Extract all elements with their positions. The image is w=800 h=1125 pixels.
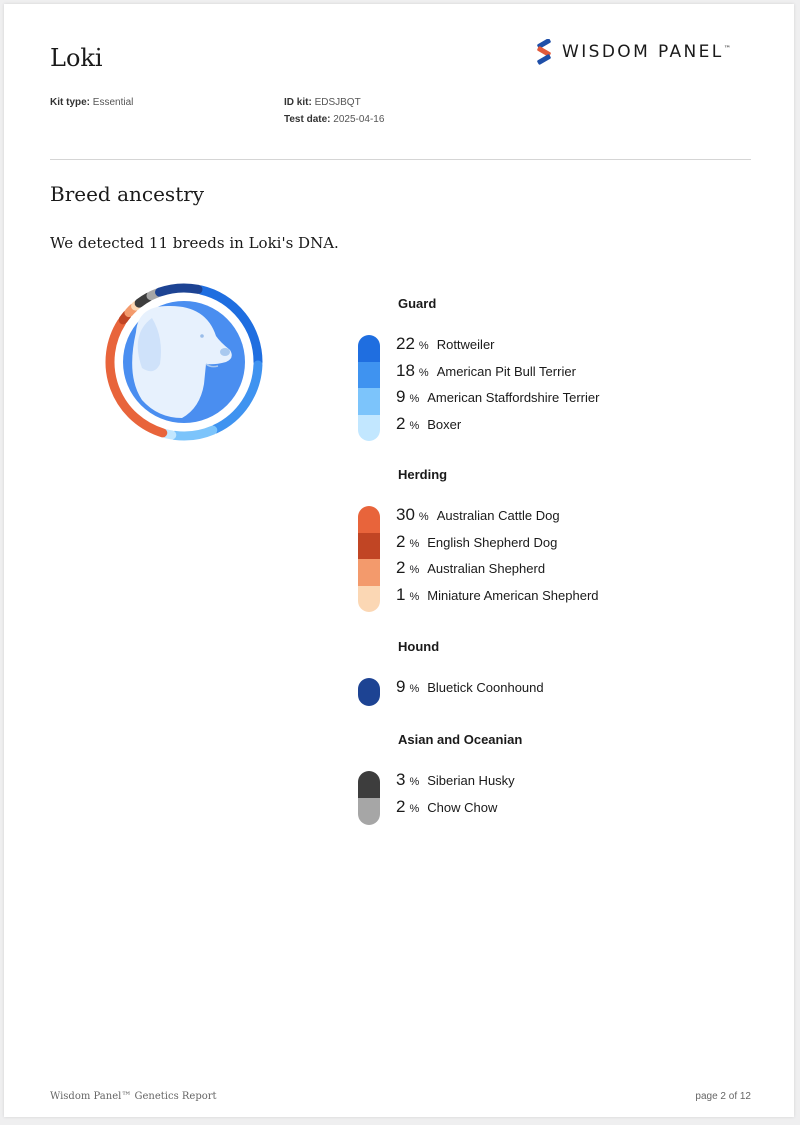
breed-row (396, 505, 560, 531)
breed-name: Australian Shepherd (427, 561, 546, 576)
group-color-bar (358, 335, 380, 441)
percent-sign: % (409, 393, 420, 405)
percent-sign: % (418, 511, 429, 523)
report-page (4, 4, 794, 1117)
breed-name: Australian Cattle Dog (436, 508, 560, 523)
divider (50, 159, 751, 160)
breed-row (396, 797, 497, 823)
breed-row (396, 414, 461, 440)
breed-percent: 2 (396, 531, 406, 551)
percent-sign: % (409, 419, 420, 432)
group-color-bar (358, 678, 380, 706)
breed-percent: 1 (396, 584, 406, 604)
breed-name: Siberian Husky (427, 773, 515, 788)
breed-name: Rottweiler (436, 337, 495, 352)
group-title: Herding (398, 467, 448, 482)
color-swatch (358, 771, 380, 798)
breed-percent: 3 (396, 770, 406, 789)
group-title: Guard (398, 296, 437, 311)
breed-row (396, 361, 576, 387)
breed-percent: 2 (396, 558, 406, 577)
percent-sign: % (418, 366, 429, 379)
group-title: Hound (398, 639, 440, 654)
breed-name: Bluetick Coonhound (427, 680, 544, 695)
breed-name: American Pit Bull Terrier (436, 363, 576, 379)
breed-name: Miniature American Shepherd (427, 587, 599, 603)
breed-row (396, 677, 544, 703)
color-swatch (358, 678, 380, 706)
breed-percent: 2 (396, 796, 406, 816)
intro-text: We detected 11 breeds in Loki's DNA. (50, 234, 339, 252)
color-swatch (358, 586, 380, 613)
donut-segment (160, 288, 198, 292)
color-swatch (358, 506, 380, 533)
color-swatch (358, 798, 380, 825)
donut-segment (139, 297, 148, 303)
dog-name: Loki (50, 44, 103, 72)
breed-row (396, 387, 599, 413)
percent-sign: % (409, 802, 420, 815)
breed-percent: 9 (396, 677, 406, 696)
color-swatch (358, 388, 380, 415)
percent-sign: % (409, 683, 420, 695)
color-swatch (358, 559, 380, 586)
donut-segment (175, 430, 213, 436)
wisdom-panel-logo-icon (534, 39, 554, 65)
test-date: Test date: 2025-04-16 (284, 114, 385, 125)
breed-row (396, 532, 557, 558)
breed-percent: 9 (396, 387, 406, 406)
breed-percent: 22 (396, 334, 415, 353)
group-color-bar (358, 506, 380, 612)
color-swatch (358, 335, 380, 362)
section-title: Breed ancestry (50, 182, 205, 206)
group-title: Asian and Oceanian (398, 732, 523, 747)
breed-name: American Staffordshire Terrier (427, 390, 600, 405)
breed-percent: 18 (396, 360, 415, 380)
color-swatch (358, 533, 380, 560)
footer-title: Wisdom Panel™ Genetics Report (50, 1091, 217, 1102)
wisdom-panel-logo (534, 37, 731, 67)
page-number: page 2 of 12 (695, 1091, 751, 1102)
breed-name: English Shepherd Dog (427, 534, 558, 550)
id-kit: ID kit: EDSJBQT (284, 97, 361, 108)
breed-name: Chow Chow (427, 799, 498, 815)
percent-sign: % (409, 776, 420, 788)
breed-row (396, 558, 545, 584)
breed-row (396, 585, 599, 611)
breed-percent: 2 (396, 413, 406, 433)
color-swatch (358, 415, 380, 442)
breed-name: Boxer (427, 416, 462, 432)
percent-sign: % (409, 537, 420, 550)
kit-type: Kit type: Essential (50, 97, 134, 108)
breed-row (396, 770, 515, 796)
breed-row (396, 334, 495, 360)
percent-sign: % (418, 340, 429, 352)
color-swatch (358, 362, 380, 389)
group-color-bar (358, 771, 380, 825)
breed-percent: 30 (396, 505, 415, 524)
percent-sign: % (409, 564, 420, 576)
ancestry-donut-chart (94, 272, 274, 452)
logo-text: WISDOM PANEL™ (562, 42, 731, 62)
percent-sign: % (409, 590, 420, 603)
